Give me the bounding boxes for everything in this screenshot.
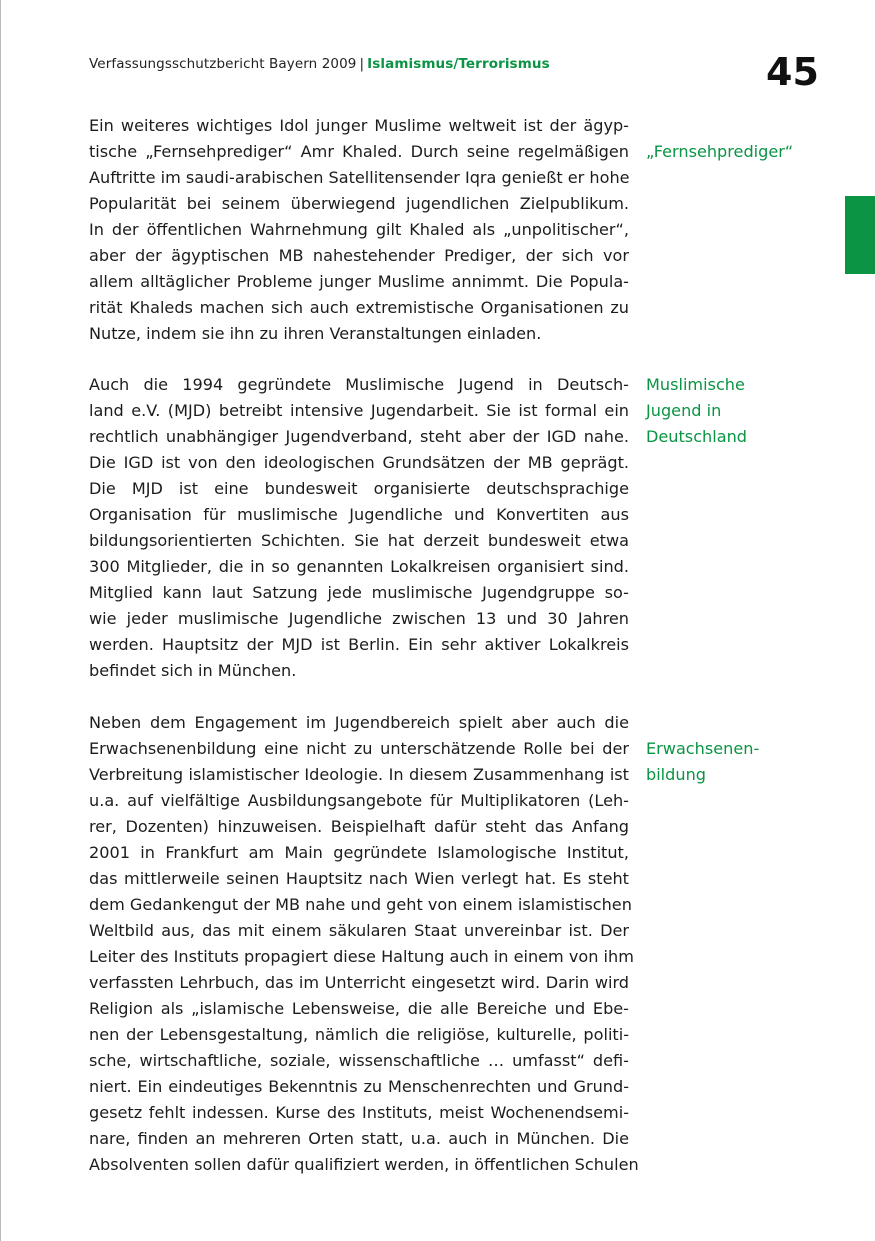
margin-note-line: Muslimische xyxy=(646,375,745,394)
text-line: nare, finden an mehreren Orten statt, u.a. auch in München. Die xyxy=(89,1129,629,1148)
text-line: In der öffentlichen Wahrnehmung gilt Khaled als „unpolitischer“, xyxy=(89,220,629,239)
margin-note-fernsehprediger xyxy=(646,139,846,165)
text-line: niert. Ein eindeutiges Bekenntnis zu Menschenrechten und Grund- xyxy=(89,1077,629,1096)
page-number: 45 xyxy=(766,50,819,94)
text-line: Religion als „islamische Lebensweise, die alle Bereiche und Ebe- xyxy=(89,999,629,1018)
text-line: verfassten Lehrbuch, das im Unterricht eingesetzt wird. Darin wird xyxy=(89,973,629,992)
text-line: Nutze, indem sie ihn zu ihren Veranstaltungen einladen. xyxy=(89,324,542,343)
text-line: rechtlich unabhängiger Jugendverband, steht aber der IGD nahe. xyxy=(89,427,629,446)
text-line: nen der Lebensgestaltung, nämlich die religiöse, kulturelle, politi- xyxy=(89,1025,629,1044)
margin-note-line: bildung xyxy=(646,765,706,784)
text-line: werden. Hauptsitz der MJD ist Berlin. Ein sehr aktiver Lokalkreis xyxy=(89,635,629,654)
text-line: Neben dem Engagement im Jugendbereich spielt aber auch die xyxy=(89,713,629,732)
margin-note-line: „Fernsehprediger“ xyxy=(646,142,794,161)
text-line: Auftritte im saudi-arabischen Satellitensender Iqra genießt er hohe xyxy=(89,168,630,187)
text-line: rität Khaleds machen sich auch extremistische Organisationen zu xyxy=(89,298,629,317)
text-line: land e.V. (MJD) betreibt intensive Jugendarbeit. Sie ist formal ein xyxy=(89,401,629,420)
text-line: Die MJD ist eine bundesweit organisierte deutschsprachige xyxy=(89,479,629,498)
text-line: u.a. auf vielfältige Ausbildungsangebote für Multiplikatoren (Leh- xyxy=(89,791,629,810)
section-title: Islamismus/Terrorismus xyxy=(367,56,550,72)
text-line: allem alltäglicher Probleme junger Muslime annimmt. Die Popula- xyxy=(89,272,629,291)
text-line: Erwachsenenbildung eine nicht zu unterschätzende Rolle bei der xyxy=(89,739,629,758)
text-line: befindet sich in München. xyxy=(89,661,297,680)
text-line: sche, wirtschaftliche, soziale, wissenschaftliche … umfasst“ defi- xyxy=(89,1051,629,1070)
paragraph-erwachsenenbildung xyxy=(89,710,639,1178)
text-line: Weltbild aus, das mit einem säkularen Staat unvereinbar ist. Der xyxy=(89,921,629,940)
text-line: rer, Dozenten) hinzuweisen. Beispielhaft dafür steht das Anfang xyxy=(89,817,629,836)
paragraph-fernsehprediger xyxy=(89,113,629,347)
margin-note-erwachsenenbildung xyxy=(646,736,846,788)
text-line: Auch die 1994 gegründete Muslimische Jugend in Deutsch- xyxy=(89,375,629,394)
page-edge xyxy=(0,0,1,1241)
text-line: gesetz fehlt indessen. Kurse des Instituts, meist Wochenendsemi- xyxy=(89,1103,629,1122)
margin-note-line: Jugend in xyxy=(646,401,722,420)
text-line: Verbreitung islamistischer Ideologie. In diesem Zusammenhang ist xyxy=(89,765,629,784)
text-line: wie jeder muslimische Jugendliche zwischen 13 und 30 Jahren xyxy=(89,609,629,628)
chapter-tab-marker xyxy=(845,196,875,274)
text-line: Die IGD ist von den ideologischen Grundsätzen der MB geprägt. xyxy=(89,453,629,472)
text-line: Ein weiteres wichtiges Idol junger Muslime weltweit ist der ägyp- xyxy=(89,116,629,135)
report-title: Verfassungsschutzbericht Bayern 2009 xyxy=(89,56,357,72)
text-line: 300 Mitglieder, die in so genannten Lokalkreisen organisiert sind. xyxy=(89,557,629,576)
text-line: Absolventen sollen dafür qualifiziert werden, in öffentlichen Schulen xyxy=(89,1155,639,1174)
margin-note-line: Erwachsenen- xyxy=(646,739,760,758)
paragraph-muslimische-jugend xyxy=(89,372,629,684)
text-line: das mittlerweile seinen Hauptsitz nach Wien verlegt hat. Es steht xyxy=(89,869,629,888)
text-line: Popularität bei seinem überwiegend jugendlichen Zielpublikum. xyxy=(89,194,629,213)
text-line: 2001 in Frankfurt am Main gegründete Islamologische Institut, xyxy=(89,843,629,862)
header-separator: | xyxy=(359,56,365,72)
text-line: tische „Fernsehprediger“ Amr Khaled. Durch seine regelmäßigen xyxy=(89,142,629,161)
text-line: Organisation für muslimische Jugendliche und Konvertiten aus xyxy=(89,505,629,524)
margin-note-muslimische-jugend xyxy=(646,372,846,450)
text-line: bildungsorientierten Schichten. Sie hat derzeit bundesweit etwa xyxy=(89,531,629,550)
text-line: Leiter des Instituts propagiert diese Haltung auch in einem von ihm xyxy=(89,947,634,966)
running-header xyxy=(89,56,550,72)
text-line: dem Gedankengut der MB nahe und geht von einem islamistischen xyxy=(89,895,632,914)
text-line: Mitglied kann laut Satzung jede muslimische Jugendgruppe so- xyxy=(89,583,629,602)
margin-note-line: Deutschland xyxy=(646,427,747,446)
text-line: aber der ägyptischen MB nahestehender Prediger, der sich vor xyxy=(89,246,629,265)
